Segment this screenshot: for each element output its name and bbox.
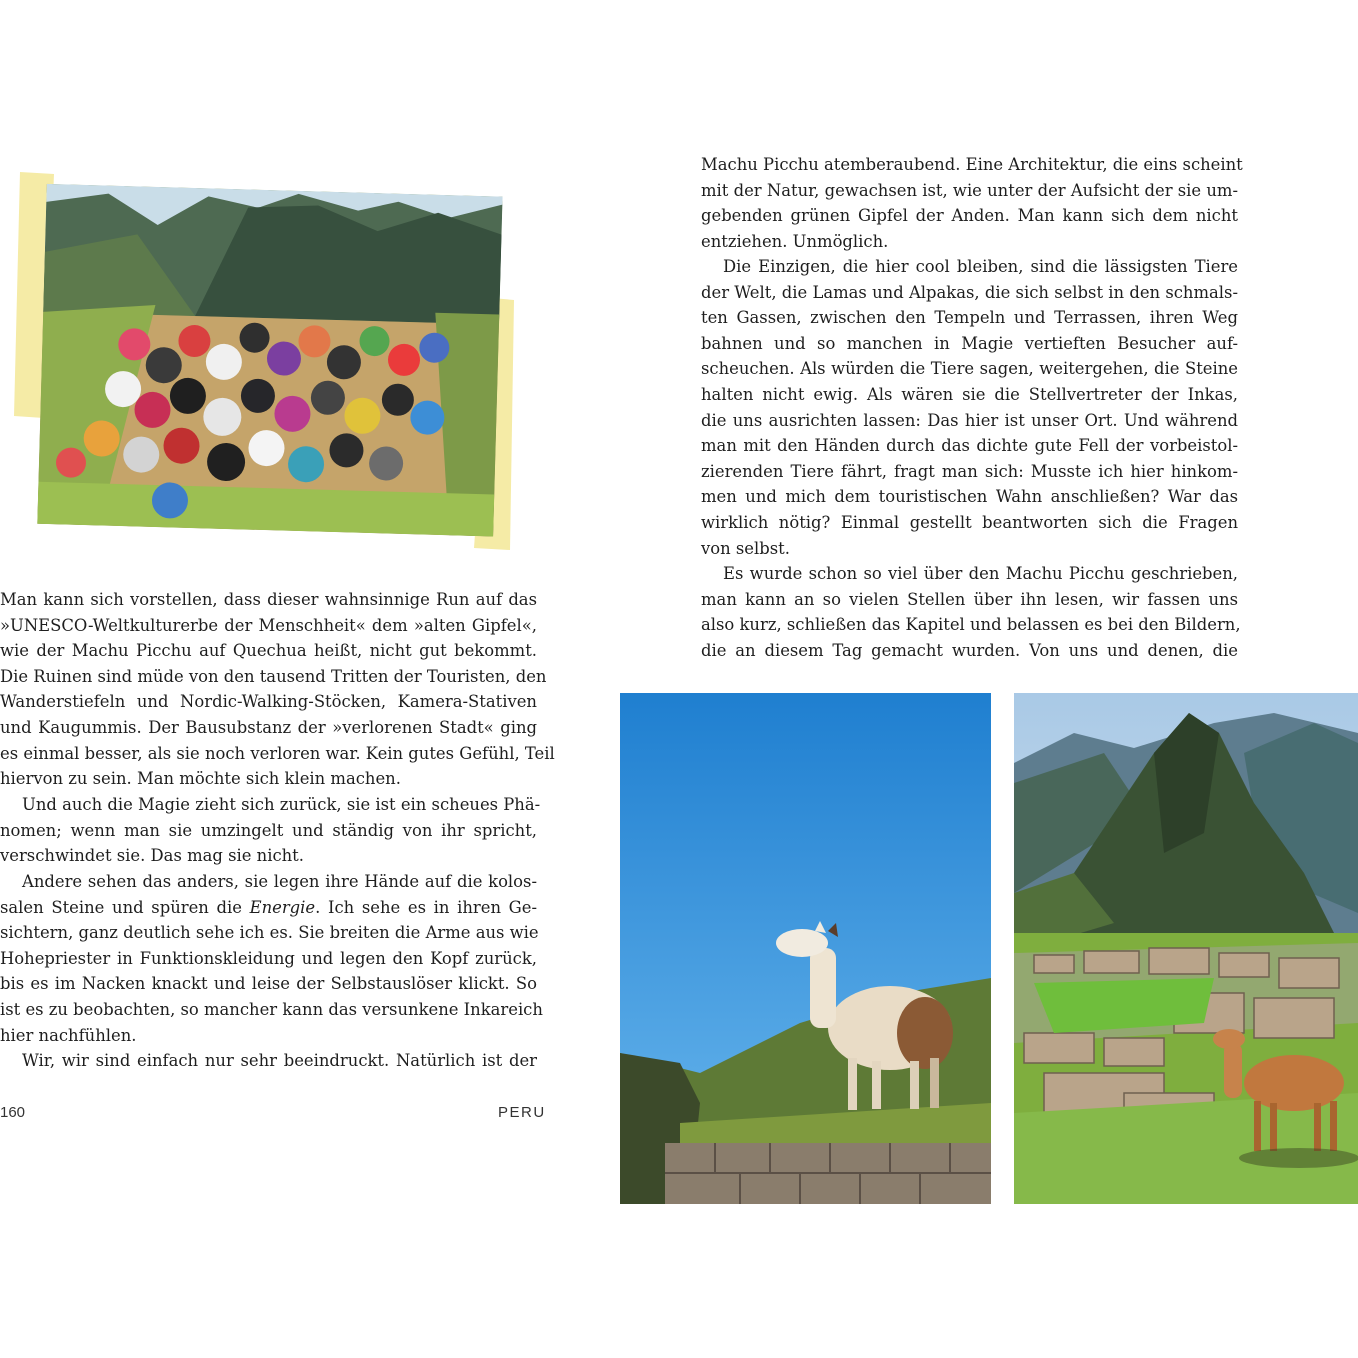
llama-sky-illustration [620, 693, 991, 1204]
left-paragraph-1: Man kann sich vorstellen, dass dieser wahnsinnige Run auf das »UNESCO-Weltkulturerbe der Menschheit« dem »alten Gipfel«, wie der Machu Picchu auf Quechua heißt, nicht gut bekommt. Die Ruinen sind müde von den tausend Tritten der Touristen, den Wanderstiefeln und Nordic-Walking-Stöcken, Kamera-Stativen und Kaugummis. Der Bausubstanz der »verlorenen Stadt« ging es einmal besser, als sie noch verloren war. Kein gutes Gefühl, Teil hiervon zu sein. Man möchte sich klein machen. [0, 590, 555, 789]
left-paragraph-3: Andere sehen das anders, sie legen ihre Hände auf die kolos- salen Steine und spüren die Energie. Ich sehe es in ihren Ge- sichtern, ganz deutlich sehe ich es. Sie breiten die Arme aus wie Hohepriester in Funktionskleidung und legen den Kopf zurück, bis es im Nacken knackt und leise der Selbstauslöser klickt. So ist es zu beobachten, so mancher kann das versunkene Inkareich hier nachfühlen. [0, 872, 543, 1045]
page-number: 160 [0, 1104, 26, 1121]
left-paragraph-2: Und auch die Magie zieht sich zurück, sie ist ein scheues Phä- nomen; wenn man sie umzingelt und ständig von ihr spricht, verschwindet sie. Das mag sie nicht. [0, 795, 541, 866]
right-paragraph-3: Es wurde schon so viel über den Machu Picchu geschrieben, man kann an so vielen Stellen über ihn lesen, wir fassen uns also kurz, schließen das Kapitel und belassen es bei den Bildern, die an diesem Tag gemacht wurden. Von uns und denen, die [701, 564, 1241, 660]
machu-picchu-illustration [1014, 693, 1358, 1204]
machu-picchu-llama-photo [1014, 693, 1358, 1204]
running-head: PERU [498, 1104, 546, 1121]
tourist-crowd-photo [14, 168, 514, 558]
left-paragraph-4: Wir, wir sind einfach nur sehr beeindruckt. Natürlich ist der [22, 1051, 537, 1070]
llama-sky-photo [620, 693, 991, 1204]
right-paragraph-2: Die Einzigen, die hier cool bleiben, sind die lässigsten Tiere der Welt, die Lamas und Alpakas, die sich selbst in den schmals- ten Gassen, zwischen den Tempeln und Terrassen, ihren Weg bahnen und so manchen in Magie vertieften Besucher auf- scheuchen. Als würden die Tiere sagen, weitergehen, die Steine halten nicht ewig. Als wären sie die Stellvertreter der Inkas, die uns ausrichten lassen: Das hier ist unser Ort. Und während man mit den Händen durch das dichte gute Fell der vorbeistol- zierenden Tiere fährt, fragt man sich: Musste ich hier hinkom- men und mich dem touristischen Wahn anschließen? War das wirklich nötig? Einmal gestellt beantworten sich die Fragen von selbst. [701, 257, 1238, 558]
tourist-crowd-illustration [14, 168, 514, 558]
right-paragraph-1: Machu Picchu atemberaubend. Eine Architektur, die eins scheint mit der Natur, gewachsen ist, wie unter der Aufsicht der sie um- gebenden grünen Gipfel der Anden. Man kann sich dem nicht entziehen. Unmöglich. [701, 155, 1243, 251]
